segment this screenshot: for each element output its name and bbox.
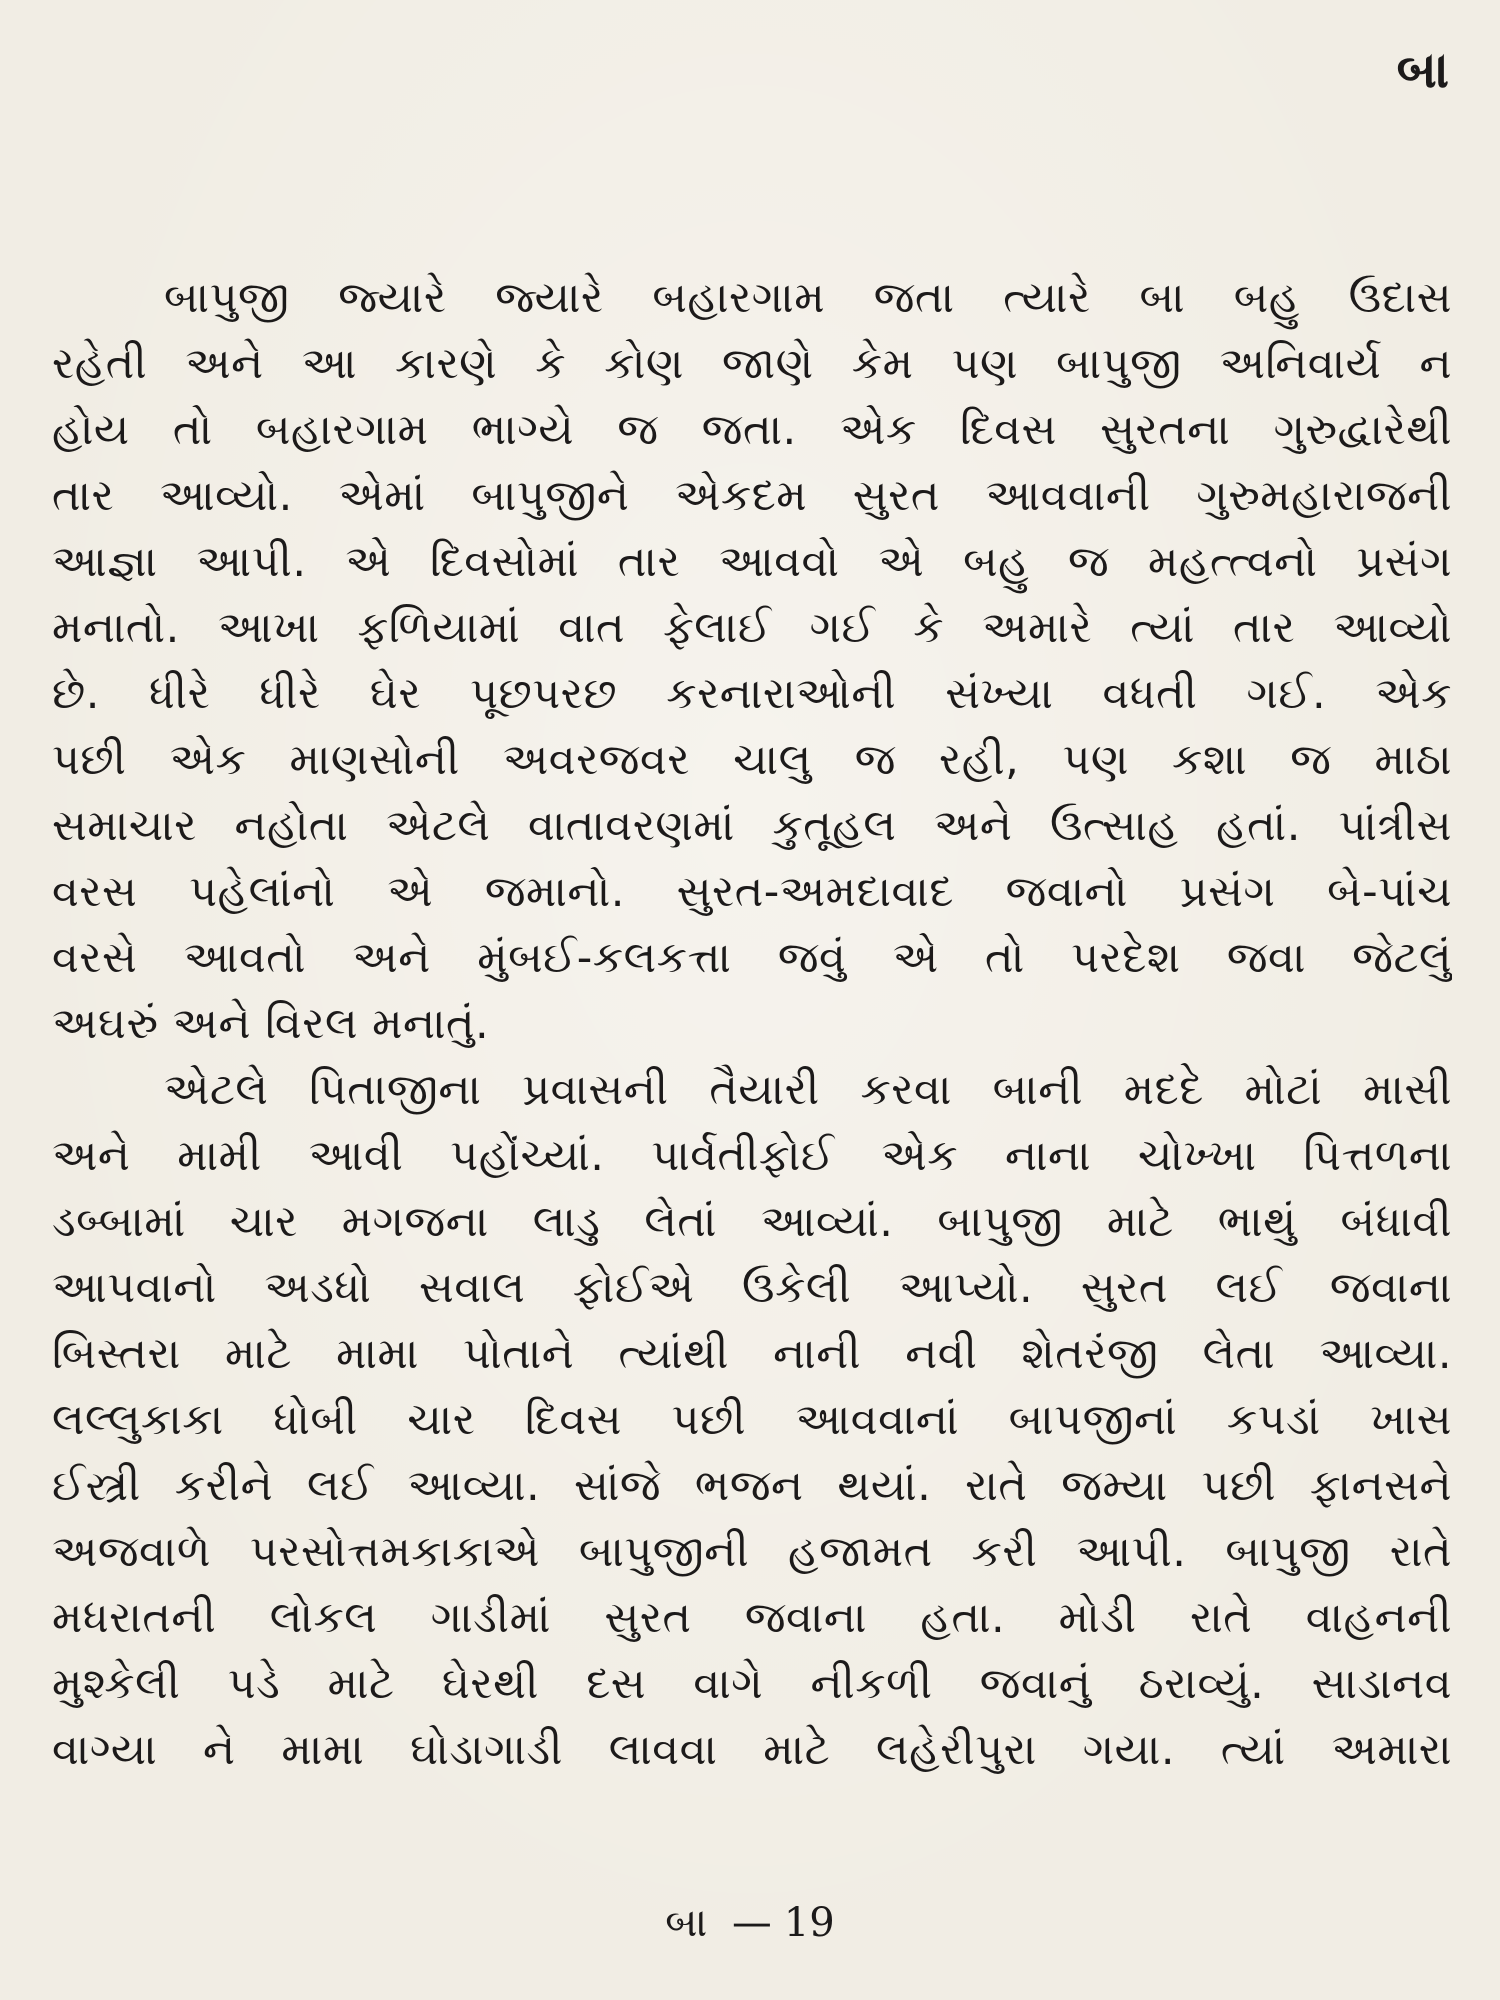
text-line: વરસ પહેલાંનો એ જમાનો. સુરત-અમદાવાદ જવાનો પ્રસંગ બે-પાંચ xyxy=(52,867,1452,917)
text-line: વરસે આવતો અને મુંબઈ-કલકત્તા જવું એ તો પરદેશ જવા જેટલું xyxy=(52,933,1452,983)
text-line: મધરાતની લોકલ ગાડીમાં સુરત જવાના હતા. મોડી રાતે વાહનની xyxy=(52,1593,1452,1643)
page-footer xyxy=(0,1898,1500,1948)
text-line: પછી એક માણસોની અવરજવર ચાલુ જ રહી, પણ કશા જ માઠા xyxy=(52,735,1452,785)
text-line: બિસ્તરા માટે મામા પોતાને ત્યાંથી નાની નવી શેતરંજી લેતા આવ્યા. xyxy=(52,1329,1452,1379)
text-line: અઘરું અને વિરલ મનાતું. xyxy=(52,999,490,1049)
text-line: મુશ્કેલી પડે માટે ઘેરથી દસ વાગે નીકળી જવાનું ઠરાવ્યું. સાડાનવ xyxy=(52,1659,1452,1709)
text-line: ડબ્બામાં ચાર મગજના લાડુ લેતાં આવ્યાં. બાપુજી માટે ભાથું બંધાવી xyxy=(52,1197,1452,1247)
text-line: અજવાળે પરસોત્તમકાકાએ બાપુજીની હજામત કરી આપી. બાપુજી રાતે xyxy=(52,1527,1452,1577)
text-line: ઈસ્ત્રી કરીને લઈ આવ્યા. સાંજે ભજન થયાં. રાતે જમ્યા પછી ફાનસને xyxy=(52,1461,1452,1511)
body-text xyxy=(52,265,1452,1783)
text-line: તાર આવ્યો. એમાં બાપુજીને એકદમ સુરત આવવાની ગુરુમહારાજની xyxy=(52,471,1452,521)
text-line: એટલે પિતાજીના પ્રવાસની તૈયારી કરવા બાની મદદે મોટાં માસી xyxy=(164,1065,1452,1115)
footer-title: બા xyxy=(665,1900,708,1946)
text-line: બાપુજી જ્યારે જ્યારે બહારગામ જતા ત્યારે બા બહુ ઉદાસ xyxy=(164,273,1452,323)
running-head: બા xyxy=(1396,41,1450,99)
text-line: આપવાનો અડધો સવાલ ફોઈએ ઉકેલી આપ્યો. સુરત લઈ જવાના xyxy=(52,1263,1452,1313)
text-line: સમાચાર નહોતા એટલે વાતાવરણમાં કુતૂહલ અને ઉત્સાહ હતાં. પાંત્રીસ xyxy=(52,801,1452,851)
text-line: આજ્ઞા આપી. એ દિવસોમાં તાર આવવો એ બહુ જ મહત્ત્વનો પ્રસંગ xyxy=(52,537,1452,587)
page-number: 19 xyxy=(783,1900,835,1946)
text-line: રહેતી અને આ કારણે કે કોણ જાણે કેમ પણ બાપુજી અનિવાર્ય ન xyxy=(52,339,1452,389)
text-line: મનાતો. આખા ફળિયામાં વાત ફેલાઈ ગઈ કે અમારે ત્યાં તાર આવ્યો xyxy=(52,603,1452,653)
text-line: હોય તો બહારગામ ભાગ્યે જ જતા. એક દિવસ સુરતના ગુરુદ્વારેથી xyxy=(52,405,1452,455)
text-line: લલ્લુકાકા ધોબી ચાર દિવસ પછી આવવાનાં બાપજીનાં કપડાં ખાસ xyxy=(52,1395,1452,1445)
text-line: વાગ્યા ને મામા ઘોડાગાડી લાવવા માટે લહેરીપુરા ગયા. ત્યાં અમારા xyxy=(52,1725,1452,1775)
footer-dash: — xyxy=(731,1900,772,1946)
text-line: અને મામી આવી પહોંચ્યાં. પાર્વતીફોઈ એક નાના ચોખ્ખા પિત્તળના xyxy=(52,1131,1452,1181)
text-line: છે. ધીરે ધીરે ઘેર પૂછપરછ કરનારાઓની સંખ્યા વધતી ગઈ. એક xyxy=(52,669,1452,719)
